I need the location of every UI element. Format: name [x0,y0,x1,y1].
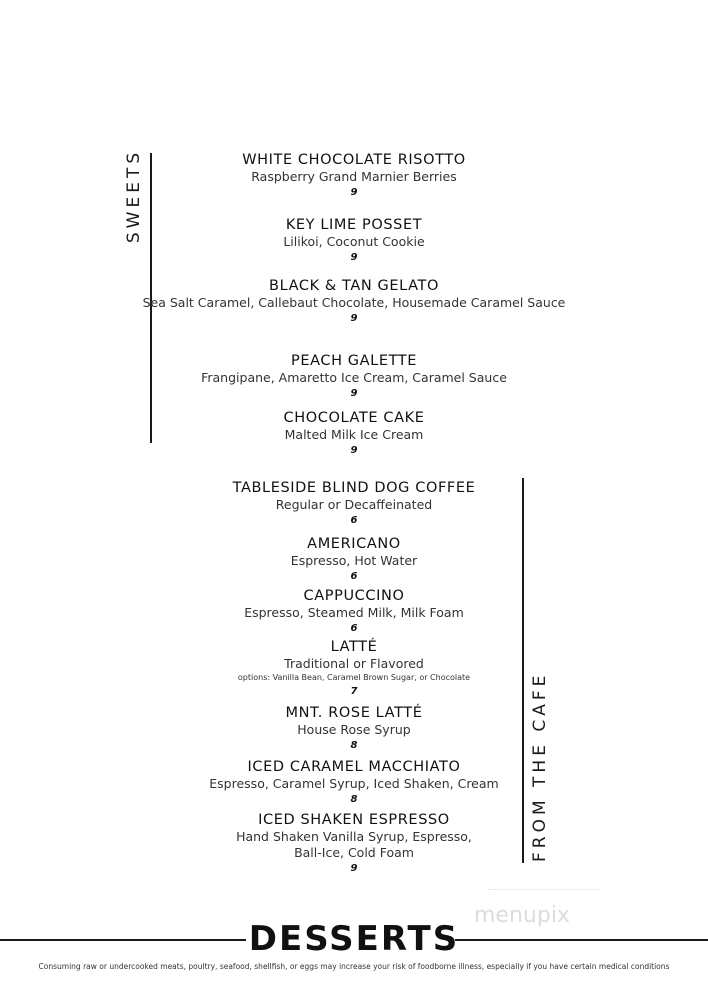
item-name: MNT. ROSE LATTÉ [285,705,423,721]
item-name: ICED SHAKEN ESPRESSO [258,812,450,828]
item-name: ICED CARAMEL MACCHIATO [247,759,461,775]
item-name: CHOCOLATE CAKE [283,410,425,426]
menu-item-peach-galette [0,352,708,401]
item-price: 8 [350,740,358,751]
item-description: Regular or Decaffeinated [275,497,433,512]
item-price: 9 [350,252,358,263]
item-price: 8 [350,794,358,805]
item-name: AMERICANO [307,536,401,552]
item-description: Frangipane, Amaretto Ice Cream, Caramel Sauce [201,370,507,385]
item-description: Raspberry Grand Marnier Berries [251,169,457,184]
item-price: 6 [350,623,358,634]
item-price: 9 [350,187,358,198]
item-description-line-2: Ball-Ice, Cold Foam [294,845,414,860]
item-description: Espresso, Hot Water [290,553,418,568]
cafe-section-label: FROM THE CAFE [530,671,550,862]
menu-item-iced-caramel-macchiato [0,758,708,807]
watermark-dots [488,889,600,891]
item-description: Espresso, Steamed Milk, Milk Foam [244,605,464,620]
sweets-section-label: SWEETS [124,148,144,244]
item-description: Hand Shaken Vanilla Syrup, Espresso, [236,829,472,844]
item-description: House Rose Syrup [297,722,411,737]
item-description: Malted Milk Ice Cream [284,427,424,442]
item-name: BLACK & TAN GELATO [269,278,439,294]
item-price: 9 [350,863,358,874]
watermark-logo: menupix [474,903,570,928]
menu-item-chocolate-cake [0,409,708,458]
menu-item-americano [0,535,708,584]
menu-item-tableside-coffee [0,479,708,528]
food-safety-disclaimer: Consuming raw or undercooked meats, poultry, seafood, shellfish, or eggs may increase your risk of foodborne illness, especially if you have certain medical conditions [38,962,670,971]
item-price: 9 [350,388,358,399]
item-price: 6 [350,515,358,526]
menu-item-white-chocolate-risotto [0,151,708,200]
item-description: Espresso, Caramel Syrup, Iced Shaken, Cream [209,776,499,791]
item-price: 7 [350,686,358,697]
item-price: 6 [350,571,358,582]
item-description: Traditional or Flavored [284,656,424,671]
item-price: 9 [350,445,358,456]
menu-item-black-tan-gelato [0,277,708,326]
menu-item-cappuccino [0,587,708,636]
item-price: 9 [350,313,358,324]
item-name: TABLESIDE BLIND DOG COFFEE [232,480,476,496]
item-options-note: options: Vanilla Bean, Caramel Brown Sugar, or Chocolate [237,673,471,682]
item-name: LATTÉ [330,639,378,655]
item-name: WHITE CHOCOLATE RISOTTO [242,152,466,168]
item-name: KEY LIME POSSET [285,217,423,233]
page-title: DESSERTS [248,919,460,959]
menu-item-latte [0,638,708,699]
item-name: CAPPUCCINO [303,588,405,604]
item-description: Sea Salt Caramel, Callebaut Chocolate, Housemade Caramel Sauce [142,295,566,310]
item-name: PEACH GALETTE [290,353,418,369]
menu-item-key-lime-posset [0,216,708,265]
menu-item-iced-shaken-espresso [0,811,708,876]
menu-item-mnt-rose-latte [0,704,708,753]
item-description: Lilikoi, Coconut Cookie [283,234,425,249]
